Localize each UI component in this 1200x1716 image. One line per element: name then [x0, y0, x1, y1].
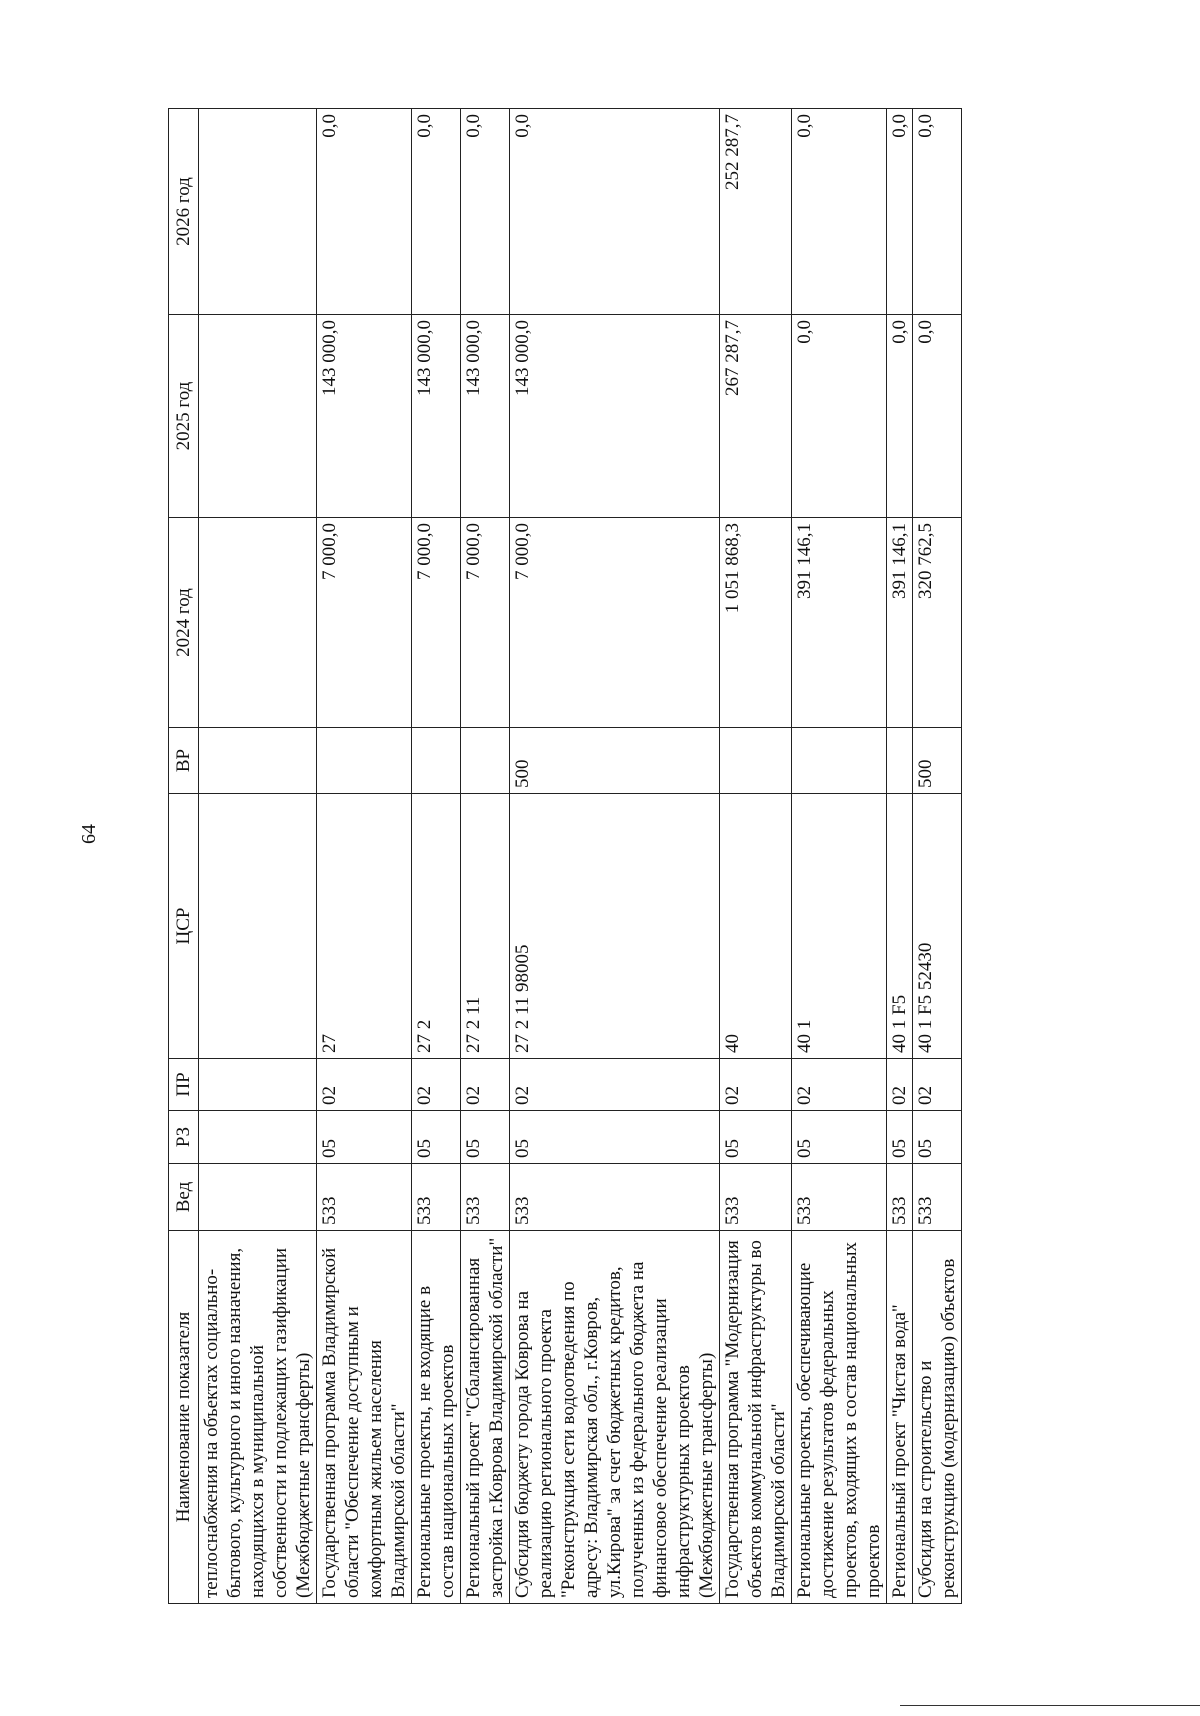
- table-row: [720, 109, 792, 1604]
- cell-2024: 391 146,1: [792, 518, 887, 728]
- cell-vr: [720, 728, 792, 794]
- cell-2024: 7 000,0: [412, 518, 461, 728]
- table-row: [913, 109, 962, 1604]
- header-2026: 2026 год: [169, 109, 199, 315]
- cell-2024: 7 000,0: [510, 518, 720, 728]
- cell-vr: 500: [913, 728, 962, 794]
- table-row: [792, 109, 887, 1604]
- cell-pr: 02: [412, 1059, 461, 1111]
- header-2025: 2025 год: [169, 315, 199, 518]
- header-ved: Вед: [169, 1164, 199, 1231]
- table-row: [412, 109, 461, 1604]
- cell-csr: 27 2: [412, 794, 461, 1059]
- header-vr: ВР: [169, 728, 199, 794]
- cell-pr: 02: [913, 1059, 962, 1111]
- cell-vr: [887, 728, 913, 794]
- cell-2026: 252 287,7: [720, 109, 792, 315]
- cell-csr: 27 2 11: [461, 794, 510, 1059]
- cell-ved: 533: [412, 1164, 461, 1231]
- cell-2026: 0,0: [412, 109, 461, 315]
- cell-rz: 05: [510, 1111, 720, 1164]
- cell-2026: 0,0: [792, 109, 887, 315]
- header-name: Наименование показателя: [169, 1231, 199, 1604]
- cell-rz: 05: [792, 1111, 887, 1164]
- cell-vr: [199, 728, 317, 794]
- cell-ved: 533: [461, 1164, 510, 1231]
- table-header-row: [169, 109, 199, 1604]
- cell-name: Субсидия на строительство и реконструкцию (модернизацию) объектов: [913, 1231, 962, 1604]
- cell-csr: 40 1 F5: [887, 794, 913, 1059]
- cell-ved: [199, 1164, 317, 1231]
- cell-2024: 391 146,1: [887, 518, 913, 728]
- cell-2026: 0,0: [317, 109, 412, 315]
- cell-2026: 0,0: [510, 109, 720, 315]
- cell-ved: 533: [792, 1164, 887, 1231]
- cell-ved: 533: [510, 1164, 720, 1231]
- cell-ved: 533: [317, 1164, 412, 1231]
- cell-csr: 40 1: [792, 794, 887, 1059]
- cell-2026: 0,0: [887, 109, 913, 315]
- cell-vr: [317, 728, 412, 794]
- header-rz: РЗ: [169, 1111, 199, 1164]
- cell-2025: 143 000,0: [412, 315, 461, 518]
- cell-2024: 1 051 868,3: [720, 518, 792, 728]
- cell-rz: 05: [887, 1111, 913, 1164]
- cell-name: Государственная программа "Модернизация объектов коммунальной инфраструктуры во Владимирской области": [720, 1231, 792, 1604]
- cell-pr: 02: [317, 1059, 412, 1111]
- cell-ved: 533: [913, 1164, 962, 1231]
- cell-2025: 143 000,0: [510, 315, 720, 518]
- cell-ved: 533: [887, 1164, 913, 1231]
- header-pr: ПР: [169, 1059, 199, 1111]
- cell-vr: [461, 728, 510, 794]
- cell-csr: 40: [720, 794, 792, 1059]
- cell-rz: 05: [913, 1111, 962, 1164]
- header-csr: ЦСР: [169, 794, 199, 1059]
- cell-2025: [199, 315, 317, 518]
- cell-2025: 0,0: [913, 315, 962, 518]
- cell-name: Государственная программа Владимирской области "Обеспечение доступным и комфортным жильем населения Владимирской области": [317, 1231, 412, 1604]
- cell-vr: [792, 728, 887, 794]
- cell-rz: 05: [461, 1111, 510, 1164]
- cell-2024: 320 762,5: [913, 518, 962, 728]
- cell-pr: 02: [510, 1059, 720, 1111]
- cell-name: Региональные проекты, не входящие в состав национальных проектов: [412, 1231, 461, 1604]
- cell-pr: 02: [792, 1059, 887, 1111]
- cell-2024: 7 000,0: [461, 518, 510, 728]
- header-2024: 2024 год: [169, 518, 199, 728]
- page-number: 64: [78, 824, 100, 844]
- cell-name: Региональные проекты, обеспечивающие достижение результатов федеральных проектов, входящих в состав национальных проектов: [792, 1231, 887, 1604]
- cell-csr: 27: [317, 794, 412, 1059]
- cell-name: Региональный проект "Чистая вода": [887, 1231, 913, 1604]
- cell-rz: [199, 1111, 317, 1164]
- budget-table-container: [168, 109, 1118, 1604]
- table-row: [461, 109, 510, 1604]
- table-row: [887, 109, 913, 1604]
- cell-name: Региональный проект "Сбалансированная застройка г.Коврова Владимирской области": [461, 1231, 510, 1604]
- cell-ved: 533: [720, 1164, 792, 1231]
- cell-2026: 0,0: [461, 109, 510, 315]
- cell-rz: 05: [720, 1111, 792, 1164]
- cell-name: Субсидия бюджету города Коврова на реализацию регионального проекта "Реконструкция сети водоотведения по адресу: Владимирская обл., г.Ковров, ул.Кирова" за счет бюджетных кредитов, полученных из федерального бюджета на финансовое обеспечение реализации инфраструктурных проектов (Межбюджетные трансферты): [510, 1231, 720, 1604]
- cell-pr: [199, 1059, 317, 1111]
- scan-edge-rule: [900, 1705, 1200, 1706]
- cell-csr: [199, 794, 317, 1059]
- cell-2024: 7 000,0: [317, 518, 412, 728]
- cell-pr: 02: [720, 1059, 792, 1111]
- table-row: [317, 109, 412, 1604]
- cell-pr: 02: [461, 1059, 510, 1111]
- budget-table: [168, 108, 962, 1604]
- cell-pr: 02: [887, 1059, 913, 1111]
- cell-csr: 40 1 F5 52430: [913, 794, 962, 1059]
- cell-rz: 05: [317, 1111, 412, 1164]
- cell-csr: 27 2 11 98005: [510, 794, 720, 1059]
- cell-2026: [199, 109, 317, 315]
- cell-2025: 0,0: [792, 315, 887, 518]
- cell-2025: 143 000,0: [461, 315, 510, 518]
- cell-name: теплоснабжения на объектах социально-бытового, культурного и иного назначения, находящихся в муниципальной собственности и подлежащих газификации (Межбюджетные трансферты): [199, 1231, 317, 1604]
- cell-2025: 267 287,7: [720, 315, 792, 518]
- table-row: [199, 109, 317, 1604]
- cell-rz: 05: [412, 1111, 461, 1164]
- table-row: [510, 109, 720, 1604]
- cell-2024: [199, 518, 317, 728]
- cell-vr: [412, 728, 461, 794]
- cell-vr: 500: [510, 728, 720, 794]
- cell-2025: 0,0: [887, 315, 913, 518]
- cell-2026: 0,0: [913, 109, 962, 315]
- cell-2025: 143 000,0: [317, 315, 412, 518]
